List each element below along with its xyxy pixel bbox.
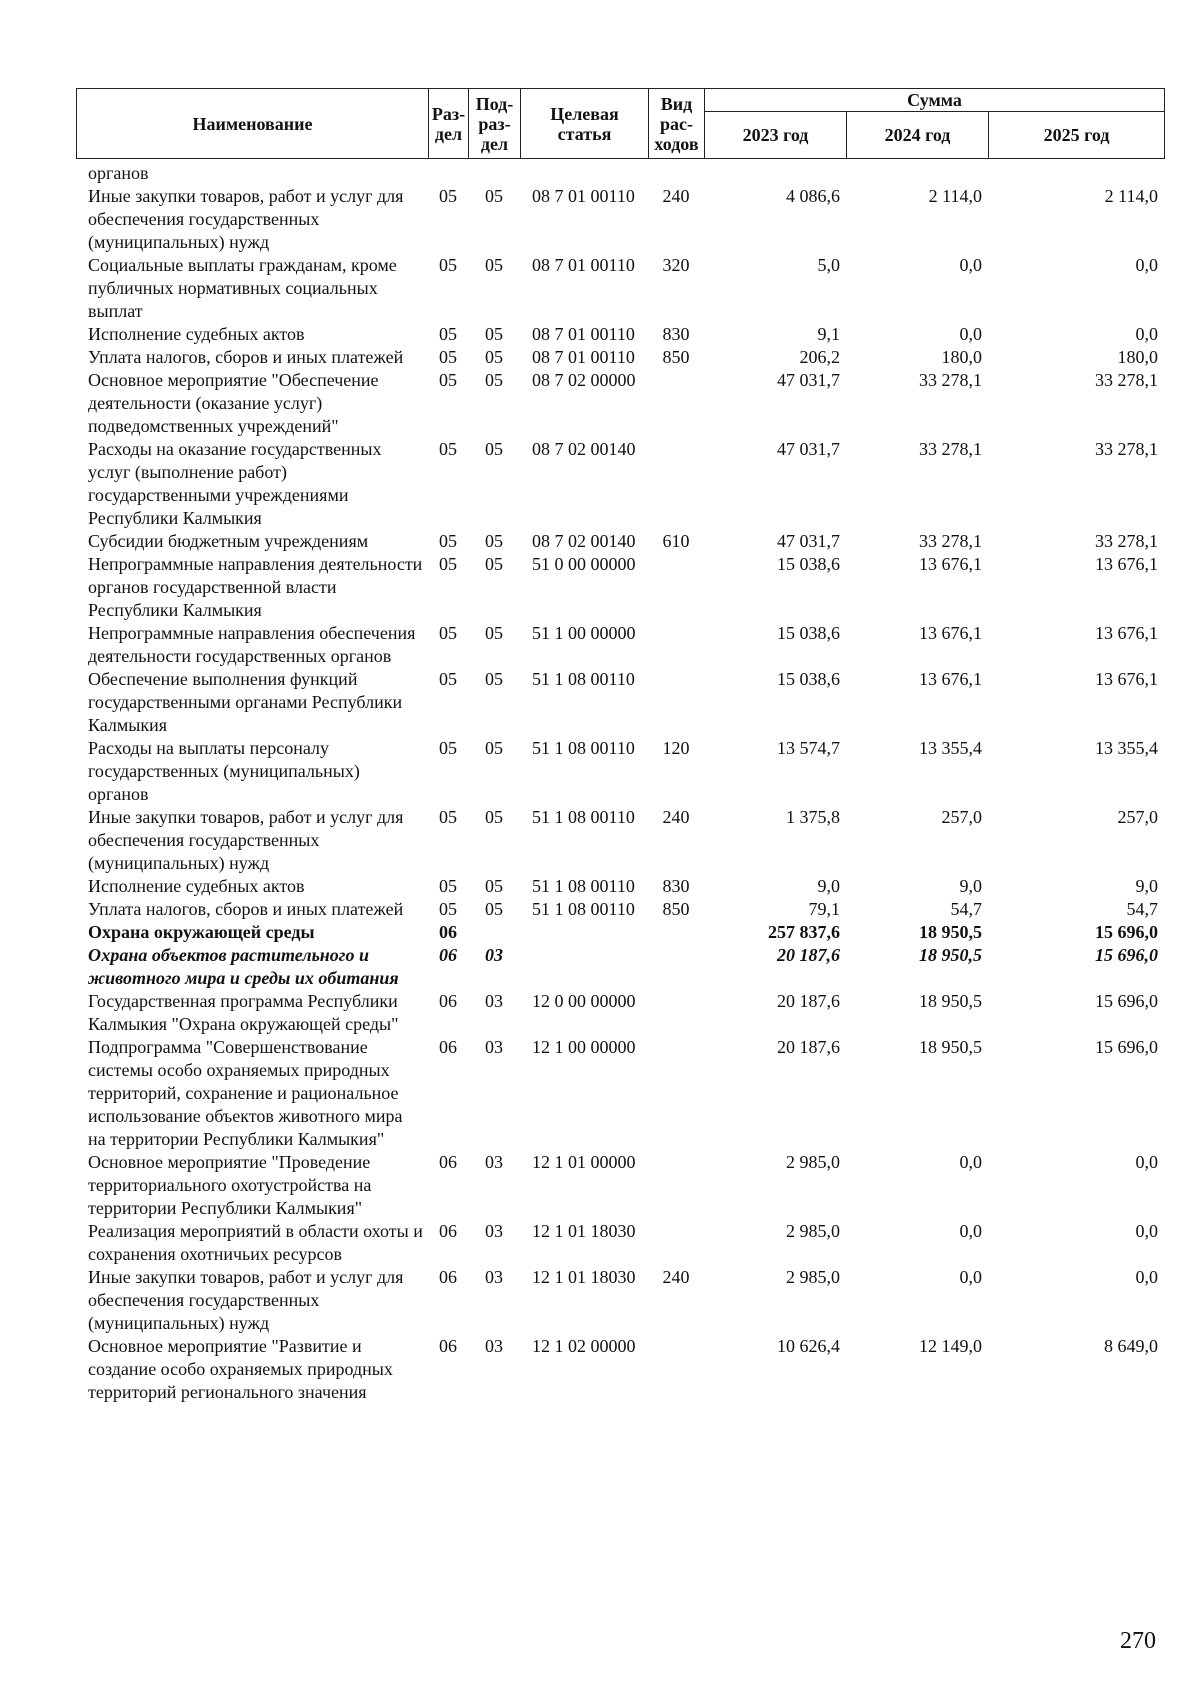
- row-vid: [648, 369, 704, 438]
- row-target: 08 7 01 00110: [532, 324, 635, 344]
- row-sum-2024: 13 676,1: [919, 623, 982, 643]
- row-target: 51 1 00 00000: [532, 623, 636, 643]
- row-sum-2025: 15 696,0: [1095, 1037, 1158, 1057]
- row-sum-2024: 0,0: [959, 324, 982, 344]
- row-sum-2025: 15 696,0: [1095, 991, 1158, 1011]
- row-podrazdel: 05: [485, 531, 503, 551]
- row-sum-2025: 33 278,1: [1095, 531, 1158, 551]
- header-year-2025: 2025 год: [989, 112, 1165, 159]
- row-sum-2024: 257,0: [941, 807, 982, 827]
- row-vid: 830: [662, 324, 690, 344]
- row-vid: 240: [662, 1267, 690, 1287]
- table-row: [76, 323, 1164, 346]
- row-sum-2023: 47 031,7: [777, 370, 840, 390]
- row-sum-2025: 13 355,4: [1095, 738, 1158, 758]
- row-target: 51 1 08 00110: [532, 669, 635, 689]
- row-sum-2025: 13 676,1: [1095, 669, 1158, 689]
- row-razdel: 06: [439, 1221, 457, 1241]
- row-vid: [648, 1335, 704, 1404]
- row-target: 08 7 02 00000: [532, 370, 636, 390]
- row-sum-2025: 13 676,1: [1095, 623, 1158, 643]
- page-number: 270: [1120, 1628, 1156, 1654]
- row-sum-2024: 54,7: [950, 899, 982, 919]
- table-row: [76, 553, 1164, 622]
- row-sum-2024: 33 278,1: [919, 370, 982, 390]
- row-name: Основное мероприятие "Проведение территориального охотустройства на территории Республики Калмыкия": [88, 1152, 372, 1218]
- table-row: [76, 1335, 1164, 1404]
- row-sum-2023: 10 626,4: [777, 1336, 840, 1356]
- table-row: [76, 737, 1164, 806]
- row-sum-2023: 2 985,0: [786, 1152, 840, 1172]
- header-year-2024: 2024 год: [847, 112, 989, 159]
- row-target: 08 7 01 00110: [532, 255, 635, 275]
- row-target: 12 1 01 18030: [532, 1221, 636, 1241]
- row-razdel: 05: [439, 531, 457, 551]
- row-sum-2024: 12 149,0: [919, 1336, 982, 1356]
- row-vid: [648, 921, 704, 944]
- row-sum-2023: 47 031,7: [777, 439, 840, 459]
- row-name: Расходы на оказание государственных услуг (выполнение работ) государственными учреждениями Республики Калмыкия: [88, 439, 382, 528]
- row-sum-2023: 20 187,6: [777, 945, 840, 965]
- row-name: Иные закупки товаров, работ и услуг для обеспечения государственных (муниципальных) нужд: [88, 186, 404, 252]
- row-podrazdel: 05: [485, 623, 503, 643]
- row-name: Расходы на выплаты персоналу государственных (муниципальных) органов: [88, 738, 360, 804]
- row-podrazdel: 03: [485, 1037, 503, 1057]
- row-vid: [648, 162, 704, 185]
- row-sum-2025: 33 278,1: [1095, 370, 1158, 390]
- table-row: [76, 1151, 1164, 1220]
- row-name: Исполнение судебных актов: [88, 876, 305, 896]
- row-sum-2025: 15 696,0: [1095, 922, 1158, 942]
- row-sum-2024: [846, 162, 988, 185]
- row-vid: 830: [662, 876, 690, 896]
- row-name: Непрограммные направления обеспечения деятельности государственных органов: [88, 623, 416, 666]
- header-sum: Сумма: [705, 89, 1165, 112]
- table-row: [76, 668, 1164, 737]
- header-vid: Вид рас- ходов: [649, 89, 705, 159]
- table-row: [76, 1266, 1164, 1335]
- table-body: [76, 162, 1164, 1404]
- row-sum-2025: 2 114,0: [1104, 186, 1158, 206]
- table-row: [76, 898, 1164, 921]
- row-razdel: 05: [439, 876, 457, 896]
- row-podrazdel: 05: [485, 347, 503, 367]
- row-sum-2025: 0,0: [1135, 324, 1158, 344]
- row-sum-2023: 4 086,6: [786, 186, 840, 206]
- row-razdel: 06: [439, 991, 457, 1011]
- row-podrazdel: 05: [485, 324, 503, 344]
- row-sum-2024: 18 950,5: [919, 1037, 982, 1057]
- row-target: 12 1 01 00000: [532, 1152, 636, 1172]
- row-sum-2025: 8 649,0: [1104, 1336, 1158, 1356]
- row-vid: [648, 990, 704, 1036]
- row-name: Социальные выплаты гражданам, кроме публичных нормативных социальных выплат: [88, 255, 397, 321]
- row-sum-2024: 180,0: [941, 347, 982, 367]
- row-target: 08 7 01 00110: [532, 186, 635, 206]
- table-row: [76, 346, 1164, 369]
- row-name: Реализация мероприятий в области охоты и сохранения охотничьих ресурсов: [88, 1221, 423, 1264]
- table-row: [76, 875, 1164, 898]
- row-sum-2023: 9,1: [817, 324, 840, 344]
- row-razdel: 05: [439, 623, 457, 643]
- row-razdel: 05: [439, 347, 457, 367]
- row-sum-2023: 20 187,6: [777, 991, 840, 1011]
- row-vid: 850: [662, 899, 690, 919]
- row-vid: [648, 622, 704, 668]
- row-sum-2023: 15 038,6: [777, 669, 840, 689]
- header-year-2023: 2023 год: [705, 112, 847, 159]
- table-row: [76, 185, 1164, 254]
- row-target: 51 1 08 00110: [532, 738, 635, 758]
- row-razdel: [428, 162, 468, 185]
- row-sum-2025: 0,0: [1135, 1152, 1158, 1172]
- row-target: 51 0 00 00000: [532, 554, 636, 574]
- row-target: 51 1 08 00110: [532, 876, 635, 896]
- row-podrazdel: 03: [485, 991, 503, 1011]
- row-vid: 120: [662, 738, 690, 758]
- row-sum-2024: 9,0: [959, 876, 982, 896]
- row-sum-2023: 1 375,8: [786, 807, 840, 827]
- row-podrazdel: 05: [485, 899, 503, 919]
- table-row: [76, 944, 1164, 990]
- row-sum-2024: 13 676,1: [919, 554, 982, 574]
- row-name: Иные закупки товаров, работ и услуг для обеспечения государственных (муниципальных) нужд: [88, 807, 404, 873]
- table-row: [76, 622, 1164, 668]
- row-sum-2024: 18 950,5: [919, 991, 982, 1011]
- row-target: 12 0 00 00000: [532, 991, 636, 1011]
- row-razdel: 05: [439, 255, 457, 275]
- row-target: 08 7 02 00140: [532, 531, 636, 551]
- row-sum-2023: 79,1: [808, 899, 840, 919]
- row-sum-2024: 18 950,5: [919, 922, 982, 942]
- row-name: Основное мероприятие "Обеспечение деятельности (оказание услуг) подведомственных учреждений": [88, 370, 379, 436]
- row-razdel: 06: [439, 1336, 457, 1356]
- table-row: [76, 369, 1164, 438]
- row-razdel: 05: [439, 370, 457, 390]
- row-sum-2023: 9,0: [817, 876, 840, 896]
- row-vid: [648, 1220, 704, 1266]
- row-podrazdel: 03: [485, 945, 503, 965]
- row-podrazdel: 05: [485, 370, 503, 390]
- row-sum-2024: 13 355,4: [919, 738, 982, 758]
- row-name: Исполнение судебных актов: [88, 324, 305, 344]
- row-sum-2024: 2 114,0: [928, 186, 982, 206]
- row-sum-2023: 5,0: [817, 255, 840, 275]
- row-podrazdel: 03: [485, 1336, 503, 1356]
- row-vid: [648, 944, 704, 990]
- row-podrazdel: 05: [485, 186, 503, 206]
- row-vid: [648, 668, 704, 737]
- header-podrazdel: Под- раз- дел: [469, 89, 521, 159]
- row-vid: 610: [662, 531, 690, 551]
- row-podrazdel: 05: [485, 669, 503, 689]
- row-vid: [648, 553, 704, 622]
- row-podrazdel: 05: [485, 439, 503, 459]
- row-sum-2025: 0,0: [1135, 1221, 1158, 1241]
- row-sum-2025: 9,0: [1135, 876, 1158, 896]
- table-row: [76, 1220, 1164, 1266]
- row-podrazdel: 05: [485, 554, 503, 574]
- row-sum-2024: 0,0: [959, 1221, 982, 1241]
- row-sum-2024: 0,0: [959, 255, 982, 275]
- table-header: [76, 88, 1165, 159]
- row-vid: [648, 1036, 704, 1151]
- row-sum-2025: 0,0: [1135, 1267, 1158, 1287]
- row-vid: [648, 1151, 704, 1220]
- budget-table: [76, 162, 1164, 1404]
- row-sum-2023: 15 038,6: [777, 623, 840, 643]
- row-sum-2024: 33 278,1: [919, 531, 982, 551]
- row-target: 08 7 02 00140: [532, 439, 636, 459]
- row-podrazdel: 05: [485, 876, 503, 896]
- row-sum-2023: 2 985,0: [786, 1267, 840, 1287]
- row-sum-2024: 13 676,1: [919, 669, 982, 689]
- header-target: Целевая статья: [521, 89, 649, 159]
- row-sum-2025: [988, 162, 1164, 185]
- row-target: [520, 162, 648, 185]
- row-razdel: 06: [439, 945, 457, 965]
- row-sum-2024: 0,0: [959, 1152, 982, 1172]
- row-sum-2023: 15 038,6: [777, 554, 840, 574]
- row-razdel: 06: [439, 1037, 457, 1057]
- table-row: [76, 162, 1164, 185]
- row-name: Охрана объектов растительного и животного мира и среды их обитания: [88, 945, 399, 988]
- row-target: 51 1 08 00110: [532, 807, 635, 827]
- row-razdel: 05: [439, 738, 457, 758]
- header-name: Наименование: [77, 89, 429, 159]
- row-target: 12 1 02 00000: [532, 1336, 636, 1356]
- row-sum-2023: 257 837,6: [768, 922, 840, 942]
- row-podrazdel: 05: [485, 807, 503, 827]
- row-razdel: 05: [439, 669, 457, 689]
- row-vid: 240: [662, 186, 690, 206]
- table-row: [76, 530, 1164, 553]
- row-podrazdel: [468, 162, 520, 185]
- table-row: [76, 921, 1164, 944]
- row-name: Обеспечение выполнения функций государственными органами Республики Калмыкия: [88, 669, 403, 735]
- header-razdel: Раз- дел: [429, 89, 469, 159]
- row-target: 12 1 00 00000: [532, 1037, 636, 1057]
- row-name: органов: [88, 163, 149, 183]
- row-podrazdel: 03: [485, 1221, 503, 1241]
- row-name: Иные закупки товаров, работ и услуг для обеспечения государственных (муниципальных) нужд: [88, 1267, 404, 1333]
- row-sum-2023: 2 985,0: [786, 1221, 840, 1241]
- row-razdel: 06: [439, 922, 457, 942]
- table-row: [76, 1036, 1164, 1151]
- row-name: Уплата налогов, сборов и иных платежей: [88, 899, 404, 919]
- row-target: [520, 921, 648, 944]
- row-sum-2025: 257,0: [1117, 807, 1158, 827]
- row-target: 08 7 01 00110: [532, 347, 635, 367]
- table-row: [76, 990, 1164, 1036]
- row-vid: 240: [662, 807, 690, 827]
- row-sum-2023: [704, 162, 846, 185]
- row-sum-2025: 15 696,0: [1095, 945, 1158, 965]
- row-razdel: 05: [439, 899, 457, 919]
- row-sum-2025: 180,0: [1117, 347, 1158, 367]
- row-sum-2025: 33 278,1: [1095, 439, 1158, 459]
- row-target: [520, 944, 648, 990]
- row-sum-2023: 206,2: [799, 347, 840, 367]
- row-name: Государственная программа Республики Калмыкия "Охрана окружающей среды": [88, 991, 399, 1034]
- row-name: Подпрограмма "Совершенствование системы особо охраняемых природных территорий, сохранение и рациональное использование объектов животного мира на территории Республики Калмыкия": [88, 1037, 403, 1149]
- table-row: [76, 438, 1164, 530]
- row-razdel: 06: [439, 1267, 457, 1287]
- row-razdel: 06: [439, 1152, 457, 1172]
- row-podrazdel: 03: [485, 1152, 503, 1172]
- row-sum-2025: 13 676,1: [1095, 554, 1158, 574]
- row-razdel: 05: [439, 554, 457, 574]
- row-sum-2023: 20 187,6: [777, 1037, 840, 1057]
- row-name: Охрана окружающей среды: [88, 922, 315, 942]
- row-sum-2025: 54,7: [1126, 899, 1158, 919]
- table-row: [76, 254, 1164, 323]
- table-row: [76, 806, 1164, 875]
- row-sum-2024: 18 950,5: [919, 945, 982, 965]
- row-name: Основное мероприятие "Развитие и создание особо охраняемых природных территорий регионального значения: [88, 1336, 393, 1402]
- row-sum-2024: 33 278,1: [919, 439, 982, 459]
- row-sum-2023: 47 031,7: [777, 531, 840, 551]
- row-sum-2024: 0,0: [959, 1267, 982, 1287]
- row-sum-2023: 13 574,7: [777, 738, 840, 758]
- row-vid: 320: [662, 255, 690, 275]
- row-podrazdel: 03: [485, 1267, 503, 1287]
- row-name: Непрограммные направления деятельности органов государственной власти Республики Калмыкия: [88, 554, 423, 620]
- row-name: Субсидии бюджетным учреждениям: [88, 531, 369, 551]
- row-name: Уплата налогов, сборов и иных платежей: [88, 347, 404, 367]
- row-target: 51 1 08 00110: [532, 899, 635, 919]
- row-razdel: 05: [439, 324, 457, 344]
- row-razdel: 05: [439, 807, 457, 827]
- row-vid: 850: [662, 347, 690, 367]
- row-podrazdel: 05: [485, 738, 503, 758]
- row-razdel: 05: [439, 439, 457, 459]
- row-target: 12 1 01 18030: [532, 1267, 636, 1287]
- row-podrazdel: [468, 921, 520, 944]
- row-vid: [648, 438, 704, 530]
- row-razdel: 05: [439, 186, 457, 206]
- row-podrazdel: 05: [485, 255, 503, 275]
- row-sum-2025: 0,0: [1135, 255, 1158, 275]
